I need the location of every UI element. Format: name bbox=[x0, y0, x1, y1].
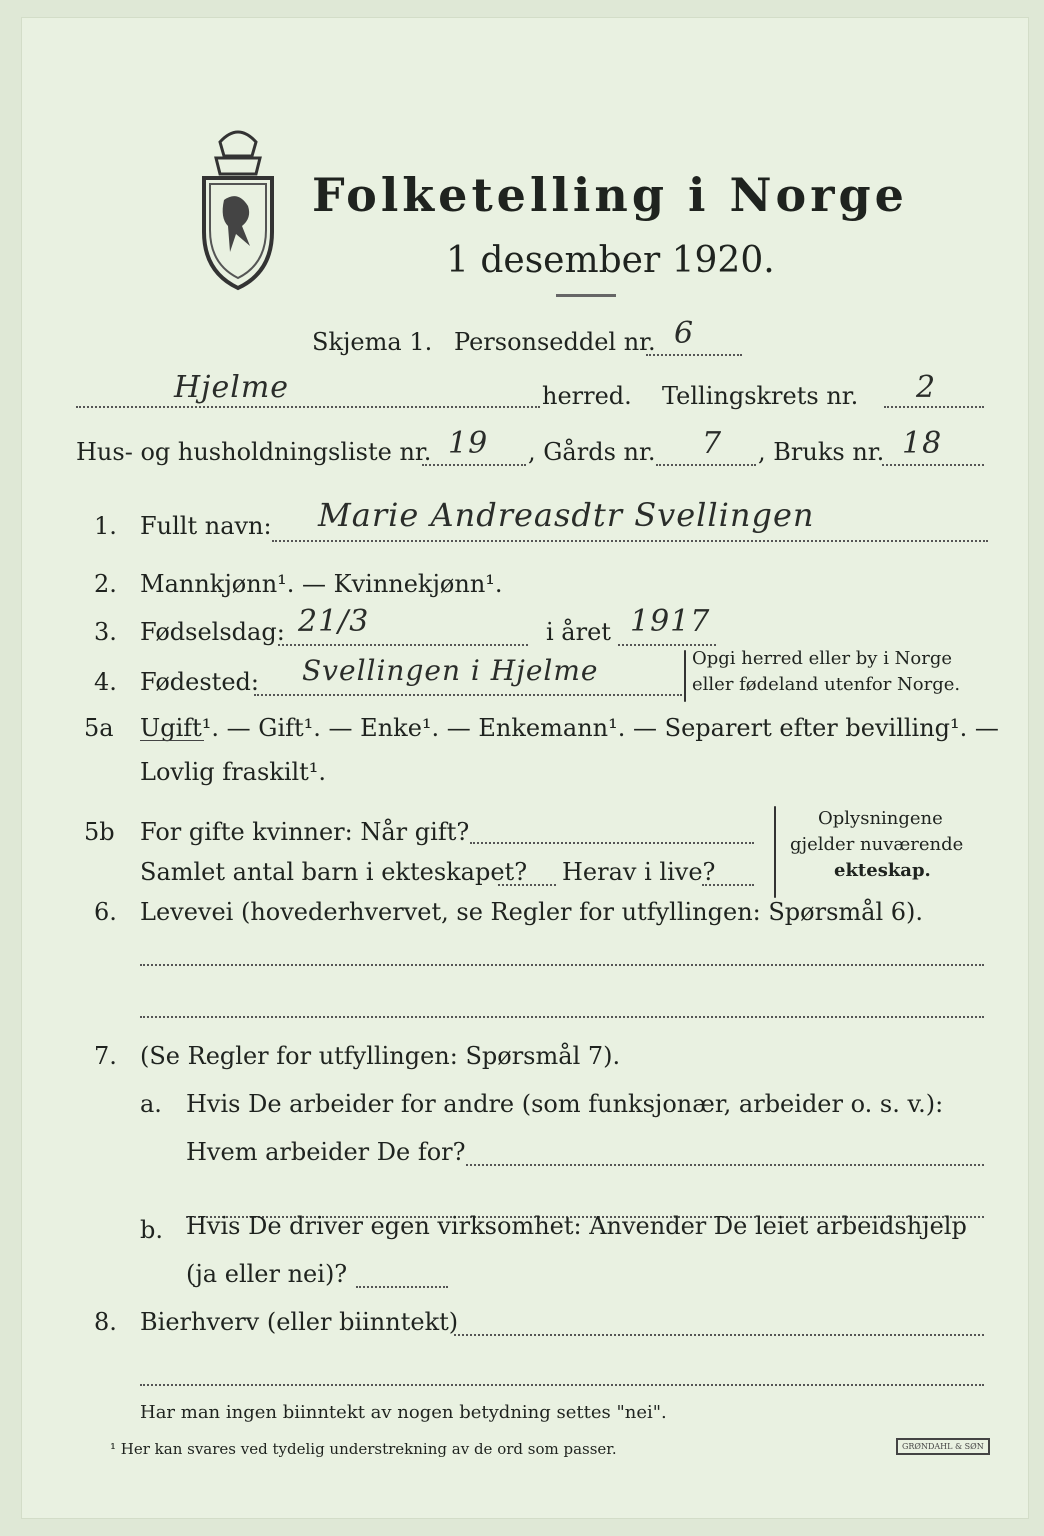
q1-line bbox=[272, 540, 988, 542]
bruks-label: , Bruks nr. bbox=[758, 438, 885, 466]
q3-label: Fødselsdag: bbox=[140, 618, 285, 646]
q3-number: 3. bbox=[94, 618, 117, 646]
q5a-label-2[interactable]: Lovlig fraskilt¹. bbox=[140, 758, 327, 786]
q3-line bbox=[278, 644, 528, 646]
bruks-line bbox=[882, 464, 984, 466]
q4-note-1: Opgi herred eller by i Norge bbox=[692, 648, 953, 669]
q1-number: 1. bbox=[94, 512, 117, 540]
census-form bbox=[22, 18, 1028, 1518]
q3-value[interactable]: 21/3 bbox=[298, 604, 370, 639]
q7b-line[interactable] bbox=[356, 1286, 448, 1288]
q8-line-2[interactable] bbox=[140, 1384, 984, 1386]
q4-line bbox=[254, 694, 682, 696]
footnote: ¹ Her kan svares ved tydelig understrekning av de ord som passer. bbox=[110, 1440, 617, 1458]
q3-year-line bbox=[618, 644, 716, 646]
q3-year-value[interactable]: 1917 bbox=[630, 604, 711, 639]
q1-value[interactable]: Marie Andreasdtr Svellingen bbox=[318, 496, 815, 534]
gards-label: , Gårds nr. bbox=[528, 438, 656, 466]
title-divider bbox=[556, 294, 616, 297]
form-date: 1 desember 1920. bbox=[446, 240, 775, 281]
q5b-note-2: gjelder nuværende bbox=[790, 834, 964, 855]
q7b-label: Hvis De driver egen virksomhet: Anvender De leiet arbeidshjelp bbox=[186, 1212, 967, 1240]
q7b-label-2: (ja eller nei)? bbox=[186, 1260, 348, 1288]
q5b-note-1: Oplysningene bbox=[818, 808, 943, 829]
q7a-line-1[interactable] bbox=[466, 1164, 984, 1166]
q5b-line-1 bbox=[470, 842, 754, 844]
q8-line-1[interactable] bbox=[454, 1334, 984, 1336]
q1-label: Fullt navn: bbox=[140, 512, 272, 540]
q7a-label-2: Hvem arbeider De for? bbox=[186, 1138, 466, 1166]
q4-note-2: eller fødeland utenfor Norge. bbox=[692, 674, 961, 695]
form-title: Folketelling i Norge bbox=[312, 168, 908, 222]
q5b-number: 5b bbox=[84, 818, 115, 846]
q6-number: 6. bbox=[94, 898, 117, 926]
husliste-value[interactable]: 19 bbox=[448, 426, 489, 461]
q7a-number: a. bbox=[140, 1090, 162, 1118]
personseddel-label: Personseddel nr. bbox=[454, 328, 656, 356]
q5b-line-2 bbox=[498, 884, 556, 886]
q2-number: 2. bbox=[94, 570, 117, 598]
q5b-note-3: ekteskap. bbox=[834, 860, 931, 881]
q3-year-label: i året bbox=[546, 618, 611, 646]
tellingskrets-label: Tellingskrets nr. bbox=[662, 382, 859, 410]
q4-label: Fødested: bbox=[140, 668, 259, 696]
q6-line-1[interactable] bbox=[140, 964, 984, 966]
q5a-underline bbox=[140, 740, 204, 741]
q7-number: 7. bbox=[94, 1042, 117, 1070]
q7a-label: Hvis De arbeider for andre (som funksjonær, arbeider o. s. v.): bbox=[186, 1090, 944, 1118]
q4-number: 4. bbox=[94, 668, 117, 696]
husliste-label: Hus- og husholdningsliste nr. bbox=[76, 438, 432, 466]
gards-value[interactable]: 7 bbox=[702, 426, 723, 461]
coat-of-arms-icon bbox=[190, 122, 286, 292]
q6-line-2[interactable] bbox=[140, 1016, 984, 1018]
q5b-label-3: Herav i live? bbox=[562, 858, 716, 886]
personseddel-value[interactable]: 6 bbox=[674, 316, 695, 351]
q7-label: (Se Regler for utfyllingen: Spørsmål 7). bbox=[140, 1042, 621, 1070]
herred-value[interactable]: Hjelme bbox=[174, 370, 290, 405]
q5b-label-2: Samlet antal barn i ekteskapet? bbox=[140, 858, 528, 886]
herred-label: herred. bbox=[542, 382, 632, 410]
q8-label: Bierhverv (eller biinntekt) bbox=[140, 1308, 459, 1336]
q8-number: 8. bbox=[94, 1308, 117, 1336]
q5b-label: For gifte kvinner: Når gift? bbox=[140, 818, 470, 846]
tellingskrets-line bbox=[884, 406, 984, 408]
q5a-label[interactable]: Ugift¹. — Gift¹. — Enke¹. — Enkemann¹. — Separert efter bevilling¹. — bbox=[140, 714, 999, 742]
q4-brace bbox=[684, 650, 686, 702]
husliste-line bbox=[422, 464, 526, 466]
q5b-brace bbox=[774, 806, 776, 898]
q5b-line-3 bbox=[702, 884, 754, 886]
schema-label: Skjema 1. bbox=[312, 328, 433, 356]
herred-line bbox=[76, 406, 540, 408]
q7b-number: b. bbox=[140, 1216, 163, 1244]
personseddel-line bbox=[646, 354, 742, 356]
bruks-value[interactable]: 18 bbox=[902, 426, 943, 461]
q2-label[interactable]: Mannkjønn¹. — Kvinnekjønn¹. bbox=[140, 570, 503, 598]
q6-label: Levevei (hovederhvervet, se Regler for utfyllingen: Spørsmål 6). bbox=[140, 898, 924, 926]
q5a-number: 5a bbox=[84, 714, 114, 742]
tellingskrets-value[interactable]: 2 bbox=[916, 370, 937, 405]
gards-line bbox=[656, 464, 756, 466]
q4-value[interactable]: Svellingen i Hjelme bbox=[302, 654, 599, 687]
biinntekt-note: Har man ingen biinntekt av nogen betydning settes "nei". bbox=[140, 1402, 667, 1423]
printer-stamp: GRØNDAHL & SØN bbox=[896, 1438, 990, 1455]
